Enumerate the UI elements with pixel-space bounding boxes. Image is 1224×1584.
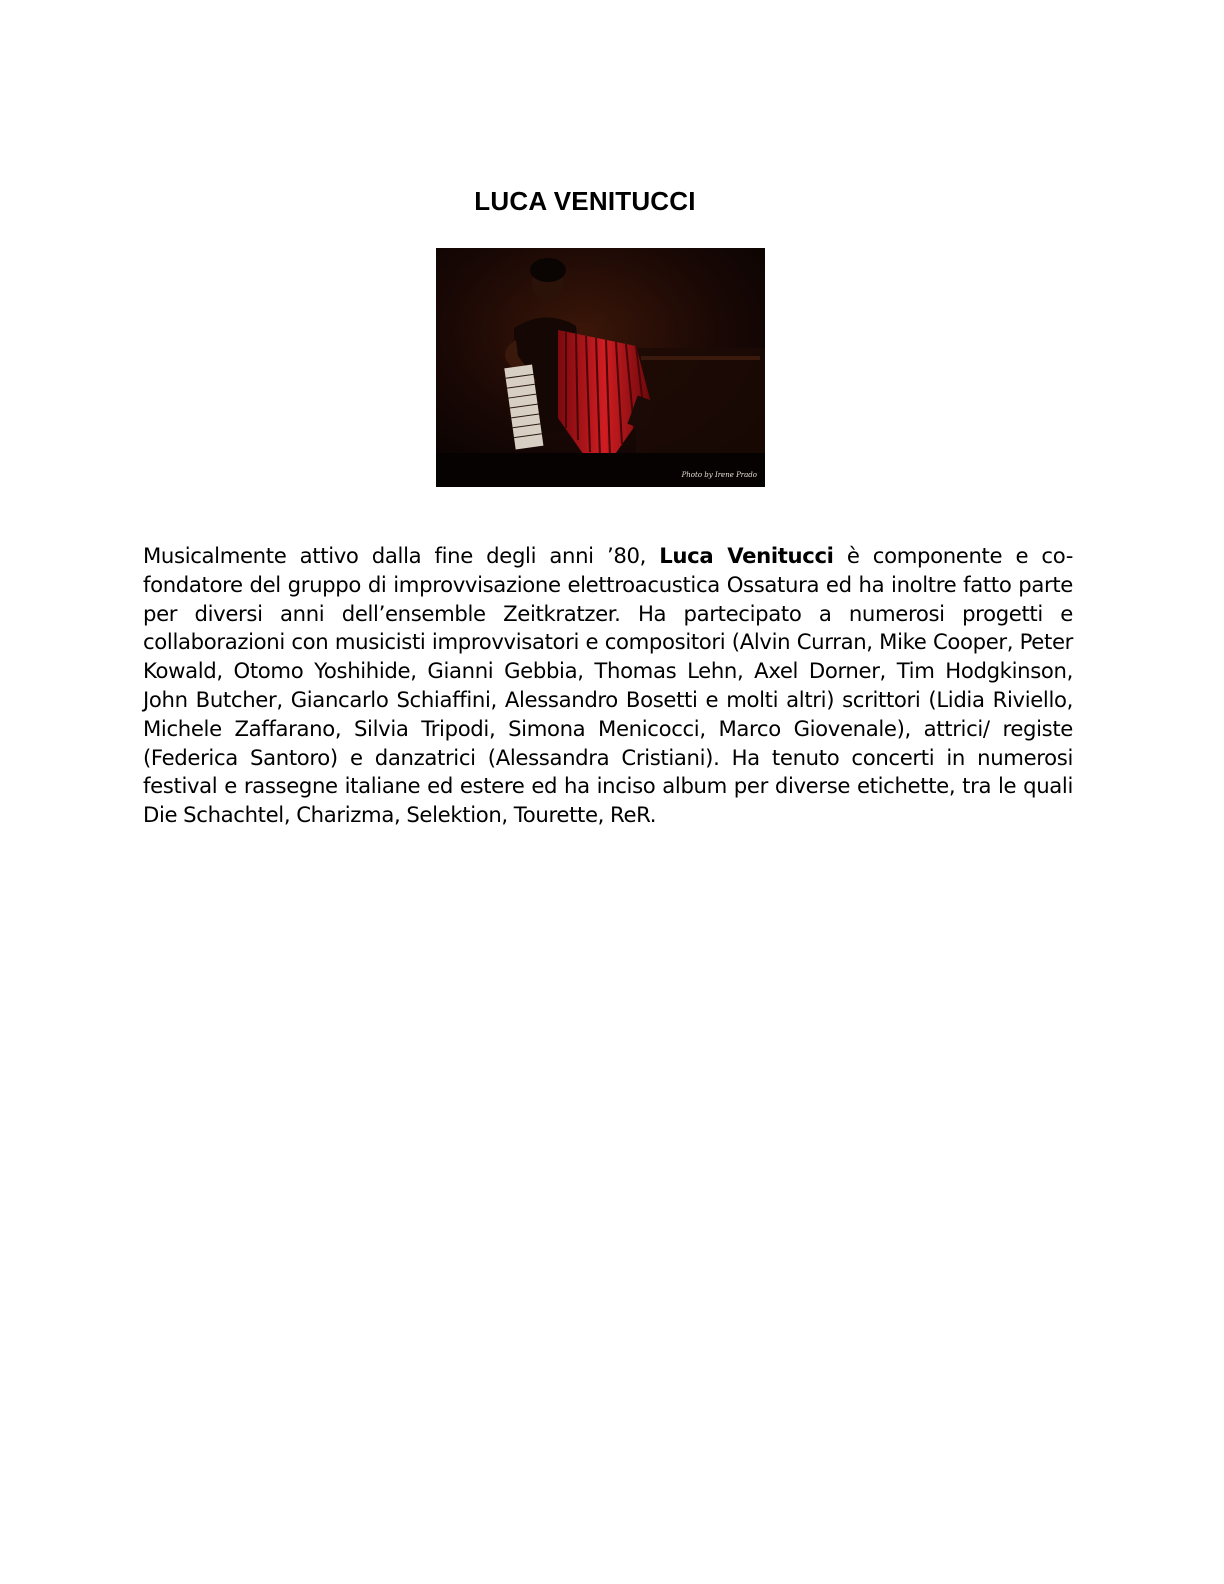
photo-credit: Photo by Irene Prado [681,471,757,479]
bio-body: è componente e co-fondatore del gruppo di improvvisazione elettroacustica Ossatura ed ha inoltre fatto parte per diversi anni dell’ensemble Zeitkratzer. Ha partecipato a numerosi progetti e collaborazioni con musicisti improvvisatori e compositori (Alvin Curran, Mike Cooper, Peter Kowald, Otomo Yoshihide, Gianni Gebbia, Thomas Lehn, Axel Dorner, Tim Hodgkinson, John Butcher, Giancarlo Schiaffini, Alessandro Bosetti e molti altri) scrittori (Lidia Riviello, Michele Zaffarano, Silvia Tripodi, Simona Menicocci, Marco Giovenale), attrici/ registe (Federica Santoro) e danzatrici (Alessandra Cristiani). Ha tenuto concerti in numerosi festival e rassegne italiane ed estere ed ha inciso album per diverse etichette, tra le quali Die Schachtel, Charizma, Selektion, Tourette, ReR. [143,543,1073,828]
musician-photo [436,248,765,487]
page-title: LUCA VENITUCCI [474,186,696,216]
bio-name: Luca Venitucci [659,543,834,568]
biography-paragraph [143,542,1073,830]
accordion-player-image [436,248,765,487]
bio-intro: Musicalmente attivo dalla fine degli anni ’80, [143,543,660,568]
